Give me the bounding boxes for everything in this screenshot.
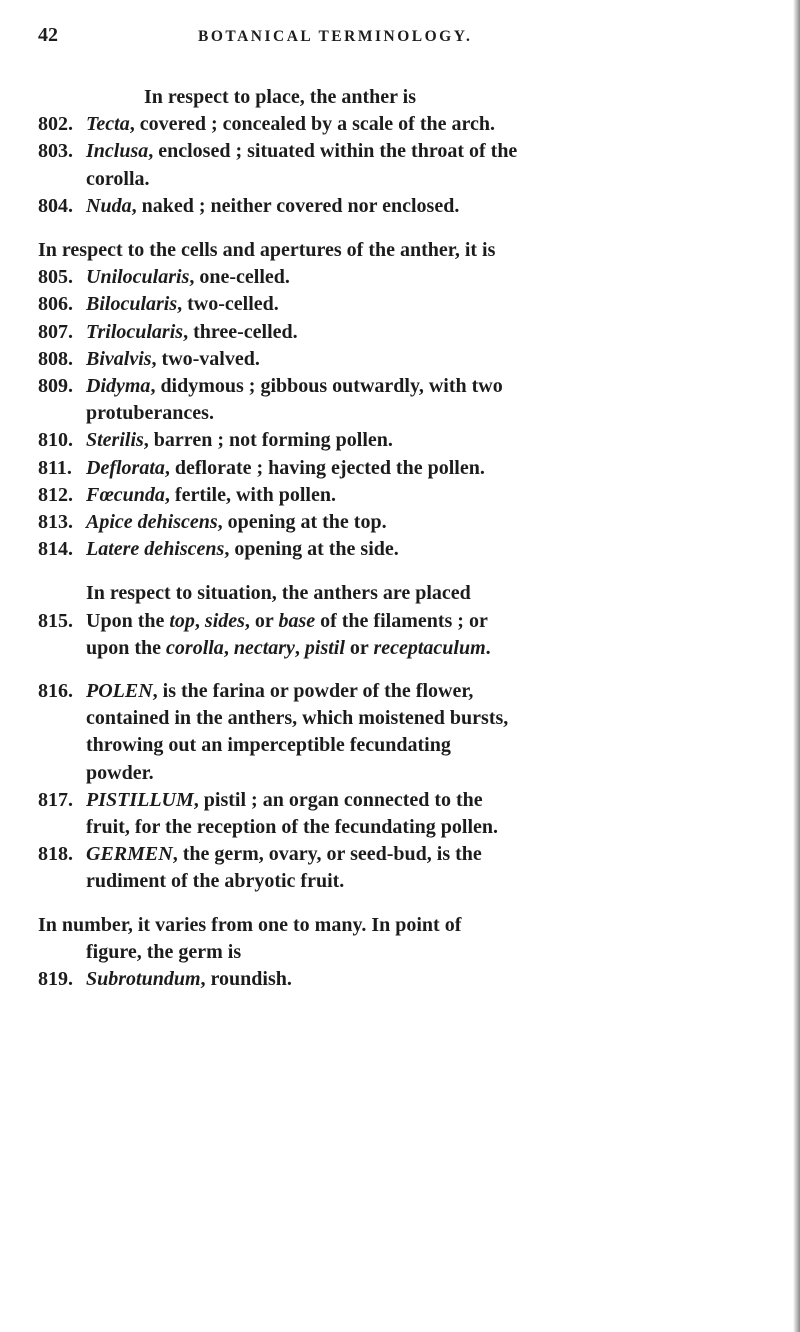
term-top: top [169, 609, 195, 632]
entry-807 [38, 319, 768, 346]
entry-definition: , three-celled. [183, 320, 298, 343]
text-run: , [194, 609, 205, 632]
entry-811 [38, 455, 768, 482]
entry-definition: , barren ; not forming pollen. [143, 429, 393, 452]
entry-number: 807. [38, 320, 73, 343]
entry-definition: , two-valved. [151, 347, 260, 370]
page-body [38, 84, 768, 993]
entry-806 [38, 291, 768, 318]
term-corolla: corolla [166, 636, 224, 659]
entry-number: 812. [38, 483, 73, 506]
entry-term: Inclusa [86, 140, 149, 163]
text-run: , [294, 636, 305, 659]
text-run: upon the [86, 636, 167, 659]
section-heading-cells: In respect to the cells and apertures of the anther, it is [38, 239, 496, 262]
entry-815 [38, 608, 768, 635]
entry-number: 814. [38, 538, 73, 561]
section-heading-place: In respect to place, the anther is [144, 86, 417, 108]
entry-definition: , pistil ; an organ connected to the [193, 788, 483, 811]
entry-definition: , two-celled. [177, 293, 279, 316]
entry-number: 817. [38, 788, 73, 811]
entry-definition: , opening at the side. [224, 538, 399, 561]
entry-number: 803. [38, 140, 73, 163]
entry-816-line-2: contained in the anthers, which moistened bursts, [86, 707, 509, 730]
entry-number: 818. [38, 843, 73, 866]
text-run: , [223, 636, 234, 659]
entry-808 [38, 346, 768, 373]
entry-number: 809. [38, 375, 73, 398]
spacer [38, 220, 768, 237]
entry-definition: , the germ, ovary, or seed-bud, is the [172, 843, 482, 866]
entry-815-continuation [38, 635, 768, 662]
entry-term: Subrotundum [86, 968, 201, 991]
term-base: base [278, 609, 316, 632]
term-sides: sides [204, 609, 245, 632]
entry-803 [38, 138, 768, 165]
text-run: or [344, 636, 374, 659]
entry-805 [38, 264, 768, 291]
entry-number: 819. [38, 968, 73, 991]
entry-definition: , one-celled. [189, 266, 290, 289]
entry-814 [38, 536, 768, 563]
entry-816-line-4: powder. [86, 761, 154, 784]
section-heading-number-line-2: figure, the germ is [86, 940, 242, 963]
entry-number: 815. [38, 609, 73, 632]
entry-definition: , opening at the top. [217, 511, 387, 534]
entry-819 [38, 966, 768, 993]
entry-term: PISTILLUM [86, 788, 194, 811]
section-heading-situation: In respect to situation, the anthers are placed [86, 582, 471, 605]
term-receptaculum: receptaculum [373, 636, 486, 659]
entry-818 [38, 841, 768, 868]
entry-definition: , deflorate ; having ejected the pollen. [164, 456, 485, 479]
term-nectary: nectary [233, 636, 295, 659]
entry-term: Deflorata [86, 456, 165, 479]
spacer [38, 896, 768, 912]
entry-number: 811. [38, 456, 72, 479]
entry-definition: , covered ; concealed by a scale of the arch. [129, 113, 495, 136]
entry-number: 804. [38, 194, 73, 217]
entry-816-line-3: throwing out an imperceptible fecundating [86, 734, 451, 757]
entry-definition: , didymous ; gibbous outwardly, with two [150, 375, 503, 398]
entry-804 [38, 193, 768, 220]
entry-term: Tecta [86, 113, 130, 136]
entry-term: Unilocularis [86, 266, 190, 289]
entry-term: Nuda [86, 194, 132, 217]
entry-818-line-2: rudiment of the abryotic fruit. [86, 870, 345, 893]
entry-term: GERMEN [86, 843, 173, 866]
page-number: 42 [38, 24, 58, 46]
entry-809 [38, 373, 768, 400]
text-run: . [485, 636, 491, 659]
entry-definition: , fertile, with pollen. [164, 483, 336, 506]
entry-definition: , roundish. [200, 968, 292, 991]
entry-803-continuation: corolla. [86, 167, 150, 190]
entry-term: Latere dehiscens [86, 538, 225, 561]
entry-813 [38, 509, 768, 536]
entry-812 [38, 482, 768, 509]
running-title: BOTANICAL TERMINOLOGY. [198, 28, 473, 45]
term-pistil: pistil [304, 636, 345, 659]
entry-term: Bivalvis [86, 347, 152, 370]
entry-number: 813. [38, 511, 73, 534]
entry-term: Didyma [86, 375, 151, 398]
entry-term: POLEN [86, 680, 153, 703]
page-edge-shadow [793, 0, 800, 1332]
spacer [38, 662, 768, 678]
entry-term: Trilocularis [86, 320, 184, 343]
entry-number: 802. [38, 113, 73, 136]
spacer [38, 563, 768, 580]
entry-809-continuation: protuberances. [86, 402, 214, 425]
section-heading-number: In number, it varies from one to many. In point of [38, 913, 462, 936]
entry-817 [38, 787, 768, 814]
entry-number: 805. [38, 266, 73, 289]
entry-term: Bilocularis [86, 293, 178, 316]
entry-term: Apice dehiscens [86, 511, 218, 534]
text-run: of the filaments ; or [315, 609, 488, 632]
entry-number: 806. [38, 293, 73, 316]
entry-definition: , naked ; neither covered nor enclosed. [131, 194, 460, 217]
entry-definition: , enclosed ; situated within the throat of the [148, 140, 518, 163]
entry-number: 808. [38, 347, 73, 370]
text-run: , or [244, 609, 279, 632]
entry-term: Sterilis [86, 429, 144, 452]
entry-802 [38, 111, 768, 138]
entry-816 [38, 678, 768, 705]
entry-number: 816. [38, 680, 73, 703]
entry-definition: , is the farina or powder of the flower, [152, 680, 474, 703]
entry-817-line-2: fruit, for the reception of the fecundating pollen. [86, 816, 499, 839]
entry-810 [38, 427, 768, 454]
entry-term: Fœcunda [86, 483, 165, 506]
entry-number: 810. [38, 429, 73, 452]
text-run: Upon the [86, 609, 170, 632]
